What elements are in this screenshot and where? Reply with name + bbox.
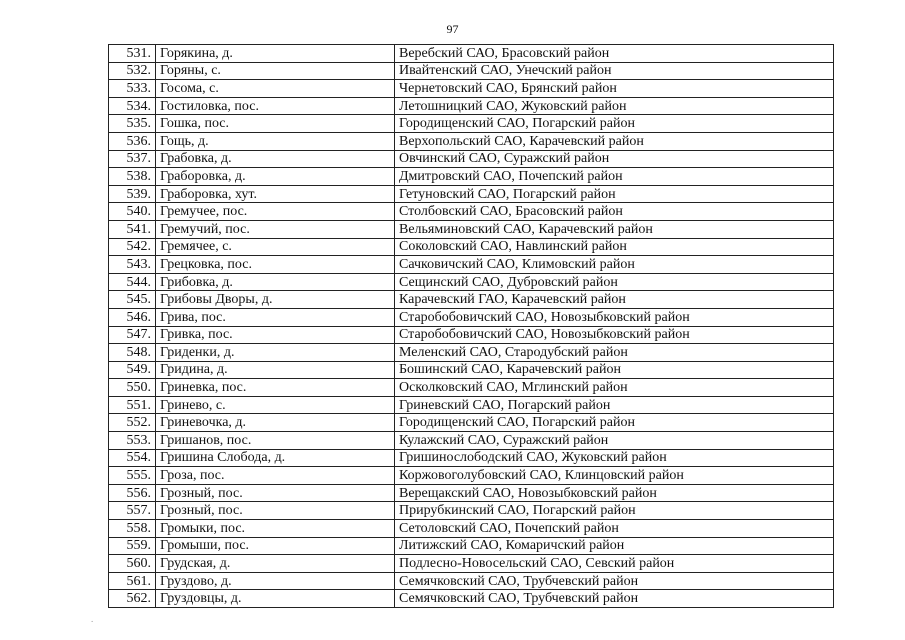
settlement-name: Граборовка, д.	[156, 168, 395, 186]
table-row	[109, 467, 834, 485]
settlement-name: Гришанов, пос.	[156, 432, 395, 450]
row-number: 537.	[109, 150, 156, 168]
row-number: 546.	[109, 308, 156, 326]
settlement-name: Громыки, пос.	[156, 520, 395, 538]
table-row	[109, 168, 834, 186]
administrative-district: Ивайтенский САО, Унечский район	[395, 62, 834, 80]
administrative-district: Коржовоголубовский САО, Клинцовский район	[395, 467, 834, 485]
row-number: 557.	[109, 502, 156, 520]
settlement-name: Грозный, пос.	[156, 484, 395, 502]
row-number: 534.	[109, 97, 156, 115]
row-number: 549.	[109, 361, 156, 379]
settlement-name: Гриневочка, д.	[156, 414, 395, 432]
page-number: 97	[446, 22, 459, 36]
settlement-name: Громыши, пос.	[156, 537, 395, 555]
row-number: 547.	[109, 326, 156, 344]
settlement-name: Гроза, пос.	[156, 467, 395, 485]
row-number: 536.	[109, 132, 156, 150]
row-number: 559.	[109, 537, 156, 555]
table-row	[109, 220, 834, 238]
row-number: 561.	[109, 572, 156, 590]
table-row	[109, 132, 834, 150]
table-row	[109, 308, 834, 326]
row-number: 548.	[109, 344, 156, 362]
table-row	[109, 45, 834, 63]
row-number: 543.	[109, 256, 156, 274]
table-row	[109, 291, 834, 309]
settlement-name: Гринево, с.	[156, 396, 395, 414]
administrative-district: Вельяминовский САО, Карачевский район	[395, 220, 834, 238]
row-number: 550.	[109, 379, 156, 397]
table-row	[109, 273, 834, 291]
administrative-district: Веребский САО, Брасовский район	[395, 45, 834, 63]
settlement-name: Гремячее, с.	[156, 238, 395, 256]
table-row	[109, 502, 834, 520]
row-number: 540.	[109, 203, 156, 221]
settlement-name: Гриденки, д.	[156, 344, 395, 362]
administrative-district: Старобобовичский САО, Новозыбковский район	[395, 308, 834, 326]
table-row	[109, 572, 834, 590]
administrative-district: Меленский САО, Стародубский район	[395, 344, 834, 362]
administrative-district: Столбовский САО, Брасовский район	[395, 203, 834, 221]
row-number: 562.	[109, 590, 156, 608]
administrative-district: Осколковский САО, Мглинский район	[395, 379, 834, 397]
settlement-name: Грибовка, д.	[156, 273, 395, 291]
settlement-name: Госома, с.	[156, 80, 395, 98]
scan-edge-mark: .	[91, 614, 94, 624]
table-row	[109, 62, 834, 80]
row-number: 545.	[109, 291, 156, 309]
settlement-name: Гривка, пос.	[156, 326, 395, 344]
row-number: 531.	[109, 45, 156, 63]
table-row	[109, 484, 834, 502]
administrative-district: Гришинослободский САО, Жуковский район	[395, 449, 834, 467]
settlement-name: Грабовка, д.	[156, 150, 395, 168]
row-number: 544.	[109, 273, 156, 291]
settlement-name: Гриневка, пос.	[156, 379, 395, 397]
table-row	[109, 256, 834, 274]
settlement-name: Грецковка, пос.	[156, 256, 395, 274]
table-row	[109, 590, 834, 608]
settlements-table	[108, 44, 834, 608]
administrative-district: Гриневский САО, Погарский район	[395, 396, 834, 414]
row-number: 560.	[109, 555, 156, 573]
administrative-district: Городищенский САО, Погарский район	[395, 115, 834, 133]
settlement-name: Гощь, д.	[156, 132, 395, 150]
table-row	[109, 432, 834, 450]
administrative-district: Овчинский САО, Суражский район	[395, 150, 834, 168]
administrative-district: Семячковский САО, Трубчевский район	[395, 572, 834, 590]
table-row	[109, 361, 834, 379]
row-number: 542.	[109, 238, 156, 256]
table-row	[109, 537, 834, 555]
row-number: 539.	[109, 185, 156, 203]
settlement-name: Грудская, д.	[156, 555, 395, 573]
row-number: 538.	[109, 168, 156, 186]
settlement-name: Горяны, с.	[156, 62, 395, 80]
administrative-district: Городищенский САО, Погарский район	[395, 414, 834, 432]
settlement-name: Гостиловка, пос.	[156, 97, 395, 115]
table-row	[109, 115, 834, 133]
administrative-district: Прирубкинский САО, Погарский район	[395, 502, 834, 520]
row-number: 556.	[109, 484, 156, 502]
administrative-district: Летошницкий САО, Жуковский район	[395, 97, 834, 115]
row-number: 555.	[109, 467, 156, 485]
table-row	[109, 344, 834, 362]
settlement-name: Груздовцы, д.	[156, 590, 395, 608]
settlement-name: Грозный, пос.	[156, 502, 395, 520]
table-row	[109, 520, 834, 538]
administrative-district: Карачевский ГАО, Карачевский район	[395, 291, 834, 309]
administrative-district: Подлесно-Новосельский САО, Севский район	[395, 555, 834, 573]
administrative-district: Соколовский САО, Навлинский район	[395, 238, 834, 256]
administrative-district: Семячковский САО, Трубчевский район	[395, 590, 834, 608]
row-number: 541.	[109, 220, 156, 238]
settlement-name: Горякина, д.	[156, 45, 395, 63]
settlement-name: Гришина Слобода, д.	[156, 449, 395, 467]
table-row	[109, 238, 834, 256]
administrative-district: Литижский САО, Комаричский район	[395, 537, 834, 555]
settlement-name: Гремучее, пос.	[156, 203, 395, 221]
table-row	[109, 326, 834, 344]
settlements-table-body	[109, 45, 834, 608]
row-number: 558.	[109, 520, 156, 538]
table-row	[109, 203, 834, 221]
table-row	[109, 80, 834, 98]
settlement-name: Гошка, пос.	[156, 115, 395, 133]
table-row	[109, 379, 834, 397]
administrative-district: Сачковичский САО, Климовский район	[395, 256, 834, 274]
table-row	[109, 185, 834, 203]
administrative-district: Чернетовский САО, Брянский район	[395, 80, 834, 98]
administrative-district: Сетоловский САО, Почепский район	[395, 520, 834, 538]
row-number: 554.	[109, 449, 156, 467]
administrative-district: Бошинский САО, Карачевский район	[395, 361, 834, 379]
table-row	[109, 150, 834, 168]
row-number: 551.	[109, 396, 156, 414]
row-number: 553.	[109, 432, 156, 450]
administrative-district: Старобобовичский САО, Новозыбковский район	[395, 326, 834, 344]
settlement-name: Граборовка, хут.	[156, 185, 395, 203]
table-row	[109, 97, 834, 115]
row-number: 532.	[109, 62, 156, 80]
settlement-name: Грива, пос.	[156, 308, 395, 326]
administrative-district: Кулажский САО, Суражский район	[395, 432, 834, 450]
table-row	[109, 414, 834, 432]
settlement-name: Груздово, д.	[156, 572, 395, 590]
administrative-district: Сещинский САО, Дубровский район	[395, 273, 834, 291]
table-row	[109, 555, 834, 573]
administrative-district: Гетуновский САО, Погарский район	[395, 185, 834, 203]
administrative-district: Верхопольский САО, Карачевский район	[395, 132, 834, 150]
settlement-name: Гридина, д.	[156, 361, 395, 379]
administrative-district: Верещакский САО, Новозыбковский район	[395, 484, 834, 502]
table-row	[109, 449, 834, 467]
settlement-name: Грибовы Дворы, д.	[156, 291, 395, 309]
settlement-name: Гремучий, пос.	[156, 220, 395, 238]
row-number: 552.	[109, 414, 156, 432]
administrative-district: Дмитровский САО, Почепский район	[395, 168, 834, 186]
table-row	[109, 396, 834, 414]
row-number: 535.	[109, 115, 156, 133]
row-number: 533.	[109, 80, 156, 98]
